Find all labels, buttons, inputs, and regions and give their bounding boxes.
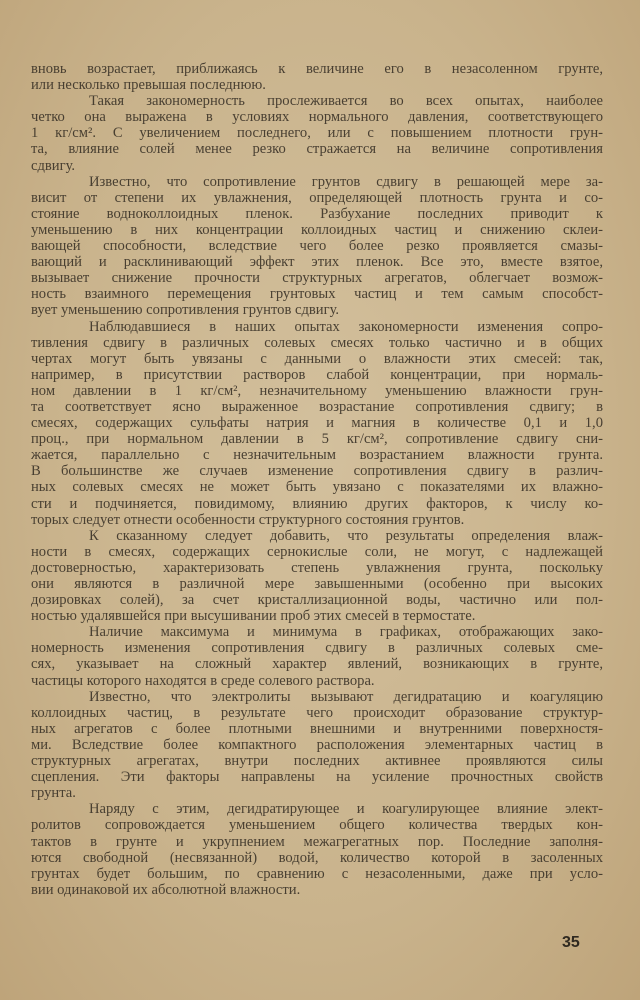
text-line: ных солевых смесях не может быть увязано с показателями их влажно- [31,479,603,496]
text-line: та, влияние солей менее резко стражается на величине сопротивления [31,141,603,158]
text-line: или несколько превышая последнюю. [31,77,266,94]
text-line: Такая закономерность прослеживается во всех опытах, наиболее [89,93,603,110]
paragraph [31,528,603,625]
paragraph [31,93,603,173]
text-line: ются свободной (несвязанной) водой, количество которой в засоленных [31,849,603,866]
body-text [31,61,603,898]
text-line: К сказанному следует добавить, что результаты определения влаж- [89,527,603,544]
text-line: сцепления. Эти факторы направлены на усиление прочностных свойств [31,769,603,786]
text-line: В большинстве же случаев изменение сопротивления сдвигу в различ- [31,463,603,480]
text-line: структурных агрегатах, внутри последних активнее проявляются силы [31,753,603,770]
paragraph [31,689,603,802]
paragraph [31,624,603,688]
text-line: четко она выражена в условиях нормального давления, соответствующего [31,109,603,126]
paragraph [31,61,603,93]
text-line: проц., при нормальном давлении в 5 кг/см², сопротивление сдвигу сни- [31,431,603,448]
page-number: 35 [562,934,580,951]
text-line: сях, указывает на сложный характер явлений, возникающих в грунте, [31,656,603,673]
text-line: ном давлении в 1 кг/см², незначительному уменьшению влажности грун- [31,382,603,399]
text-line: частицы которого находятся в среде солевого раствора. [31,672,375,689]
text-line: торых следует отнести особенности структурного состояния грунтов. [31,511,465,528]
text-line: уменьшению в них концентрации коллоидных частиц и снижению склеи- [31,221,603,238]
text-line: вует уменьшению сопротивления грунтов сдвигу. [31,302,340,319]
text-line: грунта. [31,785,76,802]
text-line: коллоидных частиц, в результате чего происходит образование структур- [31,704,603,721]
text-line: дозировках солей), за счет кристаллизационной воды, частично или пол- [31,592,603,609]
text-line: Известно, что электролиты вызывают дегидратацию и коагуляцию [89,688,603,705]
text-line: смесях, содержащих сульфаты натрия и магния в количестве 0,1 и 1,0 [31,415,603,432]
text-line: вающий и расклинивающий эффект этих пленок. Все это, вместе взятое, [31,254,603,271]
text-line: тактов в грунте и укрупнением межагрегатных пор. Последние заполня- [31,833,603,850]
text-line: Наблюдавшиеся в наших опытах закономерности изменения сопро- [89,318,603,335]
paragraph [31,319,603,528]
text-line: сти и подчиняется, повидимому, влиянию других факторов, к числу ко- [31,495,603,512]
text-line: ми. Вследствие более компактного расположения элементарных частиц в [31,736,603,753]
text-line: та соответствует ясно выраженное возрастание сопротивления сдвигу; в [31,398,603,415]
text-line: Наличие максимума и минимума в графиках, отображающих зако- [89,624,603,641]
text-line: жается, параллельно с незначительным возрастанием влажности грунта. [31,447,603,464]
text-line: вии одинаковой их абсолютной влажности. [31,881,301,898]
paragraph [31,174,603,319]
text-line: номерность изменения сопротивления сдвигу в различных солевых сме- [31,640,603,657]
text-line: достоверностью, характеризовать степень увлажнения грунта, поскольку [31,559,603,576]
text-line: сдвигу. [31,157,76,174]
text-line: например, в присутствии растворов слабой концентрации, при нормаль- [31,366,603,383]
text-line: ности в смесях, содержащих сернокислые соли, не могут, с надлежащей [31,543,603,560]
text-line: Наряду с этим, дегидратирующее и коагулирующее влияние элект- [89,801,603,818]
text-line: чертах могут быть увязаны с данными о влажности этих смесей: так, [31,350,603,367]
text-line: тивления сдвигу в различных солевых смесях только частично и в общих [31,334,603,351]
text-line: грунтах будет большим, по сравнению с незасоленными, даже при усло- [31,865,603,882]
text-line: вызывает снижение прочности структурных агрегатов, облегчает возмож- [31,270,603,287]
text-line: ностью удалявшейся при высушивании проб этих смесей в термостате. [31,608,476,625]
text-line: Известно, что сопротивление грунтов сдвигу в решающей мере за- [89,173,603,190]
text-line: 1 кг/см². С увеличением последнего, или с повышением плотности грун- [31,125,603,142]
text-line: вновь возрастает, приближаясь к величине его в незасоленном грунте, [31,61,603,77]
text-line: висит от степени их увлажнения, определяющей плотность грунта и со- [31,189,603,206]
text-line: ных агрегатов с более плотными внешними и внутренними поверхностя- [31,720,603,737]
text-line: вающей способности, вследствие чего более резко проявляется смазы- [31,238,603,255]
text-line: стояние водноколлоидных пленок. Разбухание последних приводит к [31,205,603,222]
text-line: они являются в различной мере завышенными (особенно при высоких [31,576,603,592]
text-line: ность взаимного перемещения грунтовых частиц и тем самым способст- [31,286,603,303]
paragraph [31,801,603,898]
text-line: ролитов сопровождается уменьшением общего количества твердых кон- [31,817,603,834]
